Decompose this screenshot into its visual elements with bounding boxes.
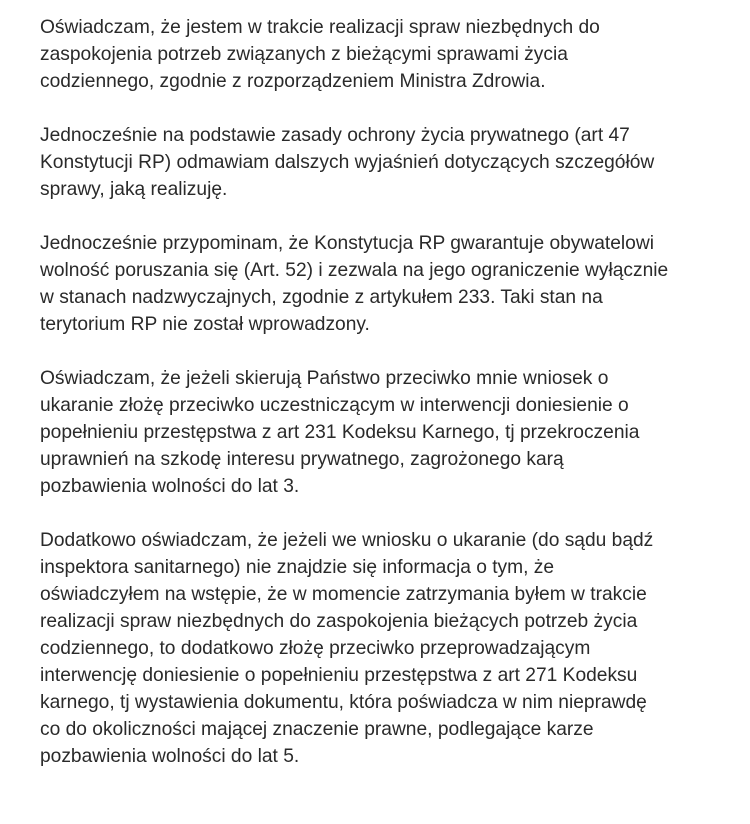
paragraph-statement [40, 14, 740, 95]
text-line: Konstytucji RP) odmawiam dalszych wyjaśnień dotyczących szczegółów [40, 152, 655, 173]
text-line: Jednocześnie przypominam, że Konstytucja RP gwarantuje obywatelowi [40, 233, 654, 254]
text-line: pozbawienia wolności do lat 3. [40, 476, 300, 497]
text-line: zaspokojenia potrzeb związanych z bieżącymi sprawami życia [40, 44, 568, 65]
document-body [40, 14, 740, 797]
paragraph-article-231 [40, 365, 740, 500]
text-line: Oświadczam, że jestem w trakcie realizacji spraw niezbędnych do [40, 17, 600, 38]
text-line: uprawnień na szkodę interesu prywatnego, zagrożonego karą [40, 449, 564, 470]
text-line: Jednocześnie na podstawie zasady ochrony życia prywatnego (art 47 [40, 125, 630, 146]
paragraph-privacy [40, 122, 740, 203]
text-line: inspektora sanitarnego) nie znajdzie się informacja o tym, że [40, 557, 555, 578]
text-line: wolność poruszania się (Art. 52) i zezwala na jego ograniczenie wyłącznie [40, 260, 669, 281]
text-line: pozbawienia wolności do lat 5. [40, 746, 300, 767]
text-line: w stanach nadzwyczajnych, zgodnie z artykułem 233. Taki stan na [40, 287, 603, 308]
text-line: realizacji spraw niezbędnych do zaspokojenia bieżących potrzeb życia [40, 611, 638, 632]
text-line: codziennego, to dodatkowo złożę przeciwko przeprowadzającym [40, 638, 591, 659]
text-line: ukaranie złożę przeciwko uczestniczącym w interwencji doniesienie o [40, 395, 629, 416]
paragraph-article-271 [40, 527, 740, 770]
text-line: codziennego, zgodnie z rozporządzeniem Ministra Zdrowia. [40, 71, 546, 92]
text-line: karnego, tj wystawienia dokumentu, która poświadcza w nim nieprawdę [40, 692, 647, 713]
text-line: Oświadczam, że jeżeli skierują Państwo przeciwko mnie wniosek o [40, 368, 609, 389]
text-line: oświadczyłem na wstępie, że w momencie zatrzymania byłem w trakcie [40, 584, 647, 605]
text-line: interwencję doniesienie o popełnieniu przestępstwa z art 271 Kodeksu [40, 665, 638, 686]
text-line: sprawy, jaką realizuję. [40, 179, 228, 200]
text-line: co do okoliczności mającej znaczenie prawne, podlegające karze [40, 719, 594, 740]
text-line: Dodatkowo oświadczam, że jeżeli we wniosku o ukaranie (do sądu bądź [40, 530, 654, 551]
text-line: terytorium RP nie został wprowadzony. [40, 314, 370, 335]
text-line: popełnieniu przestępstwa z art 231 Kodeksu Karnego, tj przekroczenia [40, 422, 640, 443]
paragraph-constitution [40, 230, 740, 338]
